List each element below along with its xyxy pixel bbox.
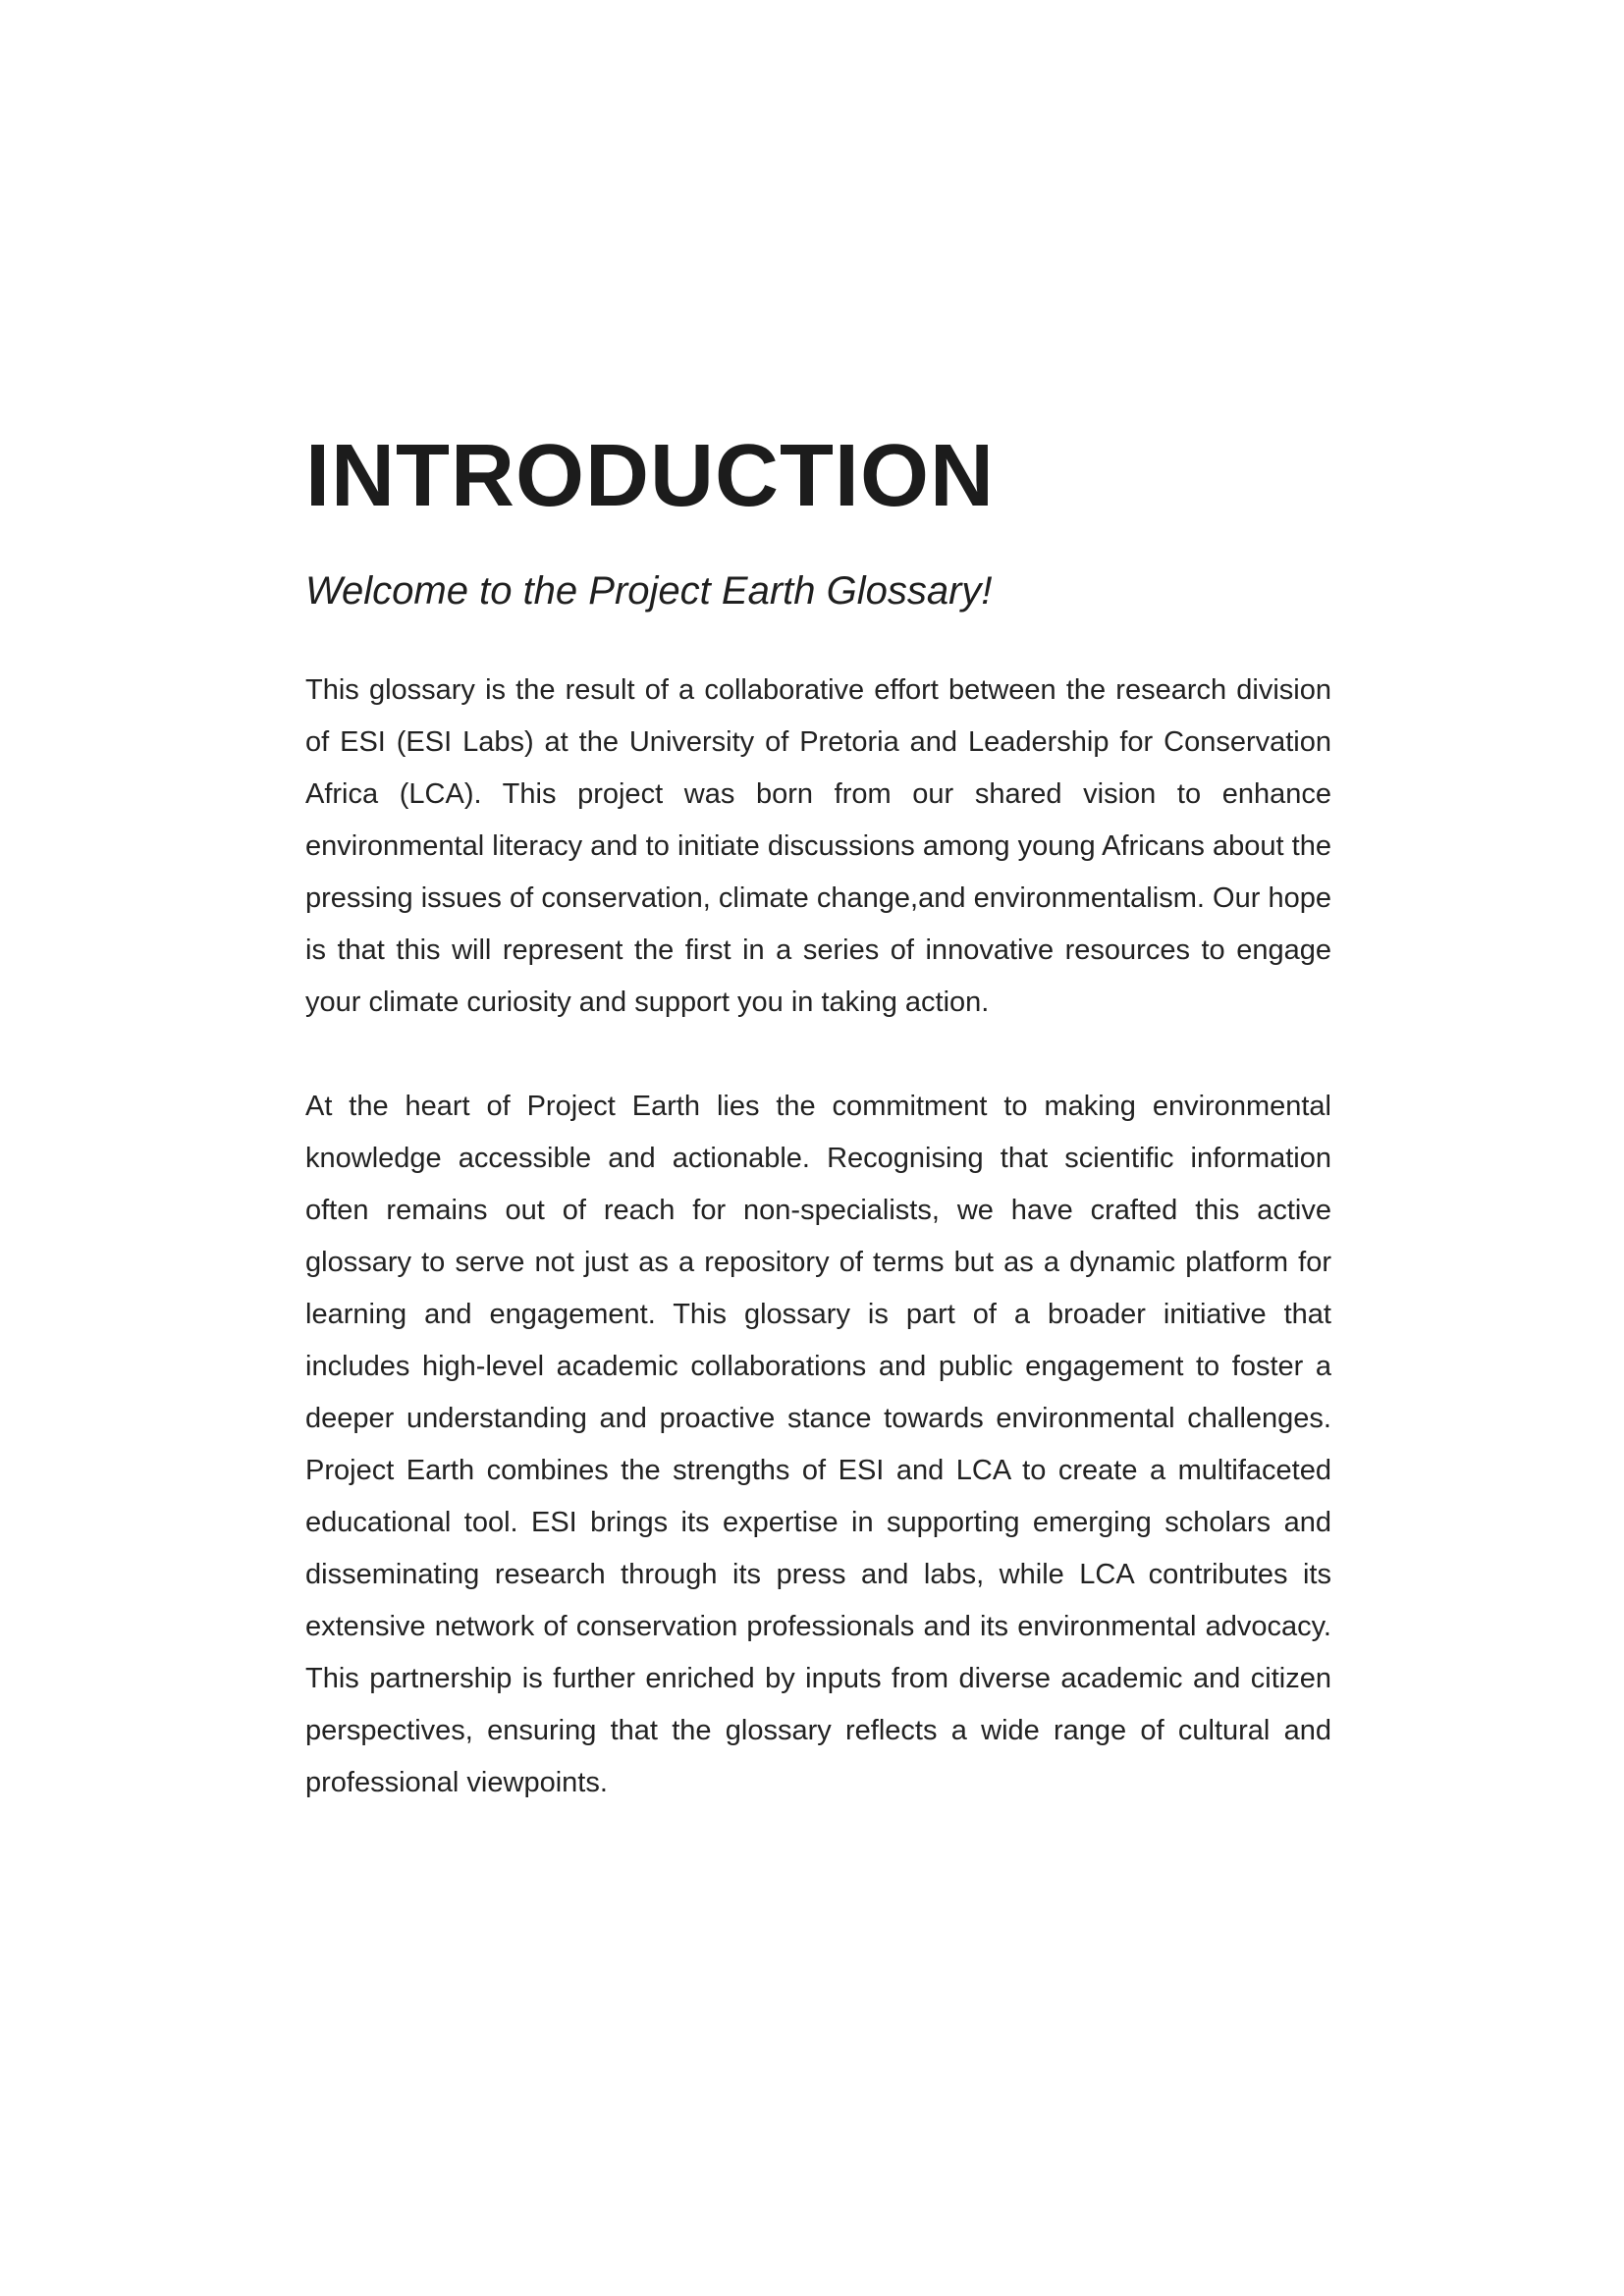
page-title: INTRODUCTION	[305, 427, 995, 525]
body-paragraph-1: This glossary is the result of a collaborative effort between the research division of ESI (ESI Labs) at the University of Pretoria and Leadership for Conservation Africa (LCA). This project was born from our shared vision to enhance environmental literacy and to initiate discussions among young Africans about the pressing issues of conservation, climate change,and environmentalism. Our hope is that this will represent the first in a series of innovative resources to engage your climate curiosity and support you in taking action.	[305, 674, 1331, 1018]
page-subtitle: Welcome to the Project Earth Glossary!	[305, 569, 993, 613]
page-content	[305, 427, 1331, 1809]
body-paragraph-2: At the heart of Project Earth lies the commitment to making environmental knowledge accessible and actionable. Recognising that scientific information often remains out of reach for non-specialists, we have crafted this active glossary to serve not just as a repository of terms but as a dynamic platform for learning and engagement. This glossary is part of a broader initiative that includes high-level academic collaborations and public engagement to foster a deeper understanding and proactive stance towards environmental challenges. Project Earth combines the strengths of ESI and LCA to create a multifaceted educational tool. ESI brings its expertise in supporting emerging scholars and disseminating research through its press and labs, while LCA contributes its extensive network of conservation professionals and its environmental advocacy. This partnership is further enriched by inputs from diverse academic and citizen perspectives, ensuring that the glossary reflects a wide range of cultural and professional viewpoints.	[305, 1091, 1331, 1798]
